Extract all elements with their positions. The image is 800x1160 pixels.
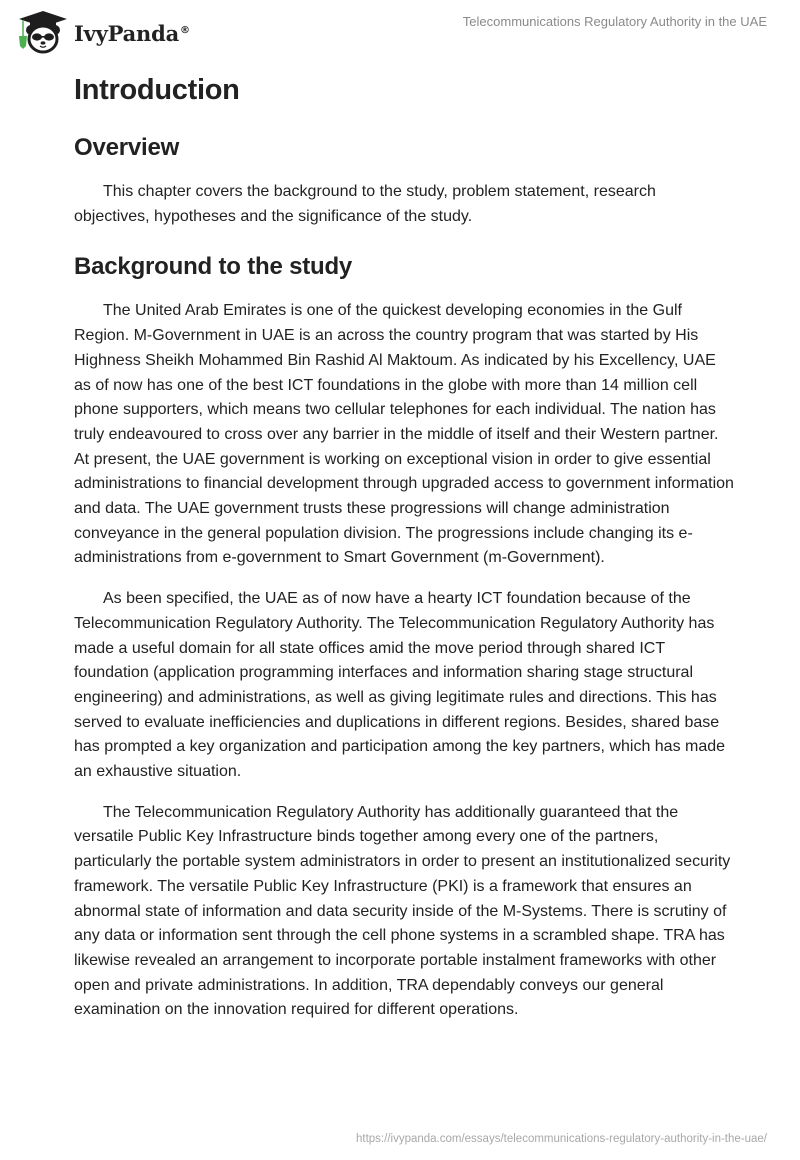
brand-name: IvyPanda® [74, 20, 190, 46]
document-title: Telecommunications Regulatory Authority in the UAE [462, 14, 767, 29]
article-body [74, 70, 734, 1023]
page-title: Introduction [74, 74, 240, 106]
page-header [0, 0, 800, 56]
source-url-link[interactable]: https://ivypanda.com/essays/telecommunications-regulatory-authority-in-the-uae/ [356, 1133, 767, 1145]
ivypanda-logo[interactable] [16, 8, 190, 54]
registered-mark: ® [180, 24, 190, 36]
section-heading-background: Background to the study [74, 253, 353, 281]
panda-graduate-icon [16, 8, 70, 54]
overview-paragraph: This chapter covers the background to the study, problem statement, research objectives, hypotheses and the significance of the study. [74, 183, 656, 225]
background-paragraph-2: As been specified, the UAE as of now have a hearty ICT foundation because of the Telecommunication Regulatory Authority. The Telecommunication Regulatory Authority has made a useful domain for all state offices amid the move period through shared ICT foundation (application programming interfaces and information sharing stage structural engineering) and administrations, as well as giving legitimate rules and directions. This has served to evaluate inefficiencies and duplications in different regions. Besides, shared base has prompted a key organization and participation among the key partners, which has made an exhaustive situation. [74, 590, 726, 781]
background-paragraph-1: The United Arab Emirates is one of the quickest developing economies in the Gulf Region. M-Government in UAE is an across the country program that was started by His Highness Sheikh Mohammed Bin Rashid Al Maktoum. As indicated by his Excellency, UAE as of now has one of the best ICT foundations in the globe with more than 14 million cell phone supporters, which means two cellular telephones for each individual. The nation has truly endeavoured to cross over any barrier in the middle of itself and their Western partner. At present, the UAE government is working on exceptional vision in order to give essential administrations to financial development through upgraded access to government information and data. The UAE government trusts these progressions will change administration conveyance in the general population division. The progressions include changing its e-administrations from e-government to Smart Government (m-Government). [74, 302, 734, 567]
background-paragraph-3: The Telecommunication Regulatory Authority has additionally guaranteed that the versatile Public Key Infrastructure binds together among every one of the partners, particularly the portable system administrators in order to present an institutionalized security framework. The versatile Public Key Infrastructure (PKI) is a framework that ensures an abnormal state of information and data security inside of the M-Systems. There is scrutiny of any data or information sent through the cell phone systems in a scrambled shape. TRA has likewise revealed an arrangement to incorporate portable instalment frameworks with other open and private administrations. In addition, TRA dependably conveys our general examination on the innovation required for different operations. [74, 803, 731, 1019]
section-heading-overview: Overview [74, 134, 180, 161]
